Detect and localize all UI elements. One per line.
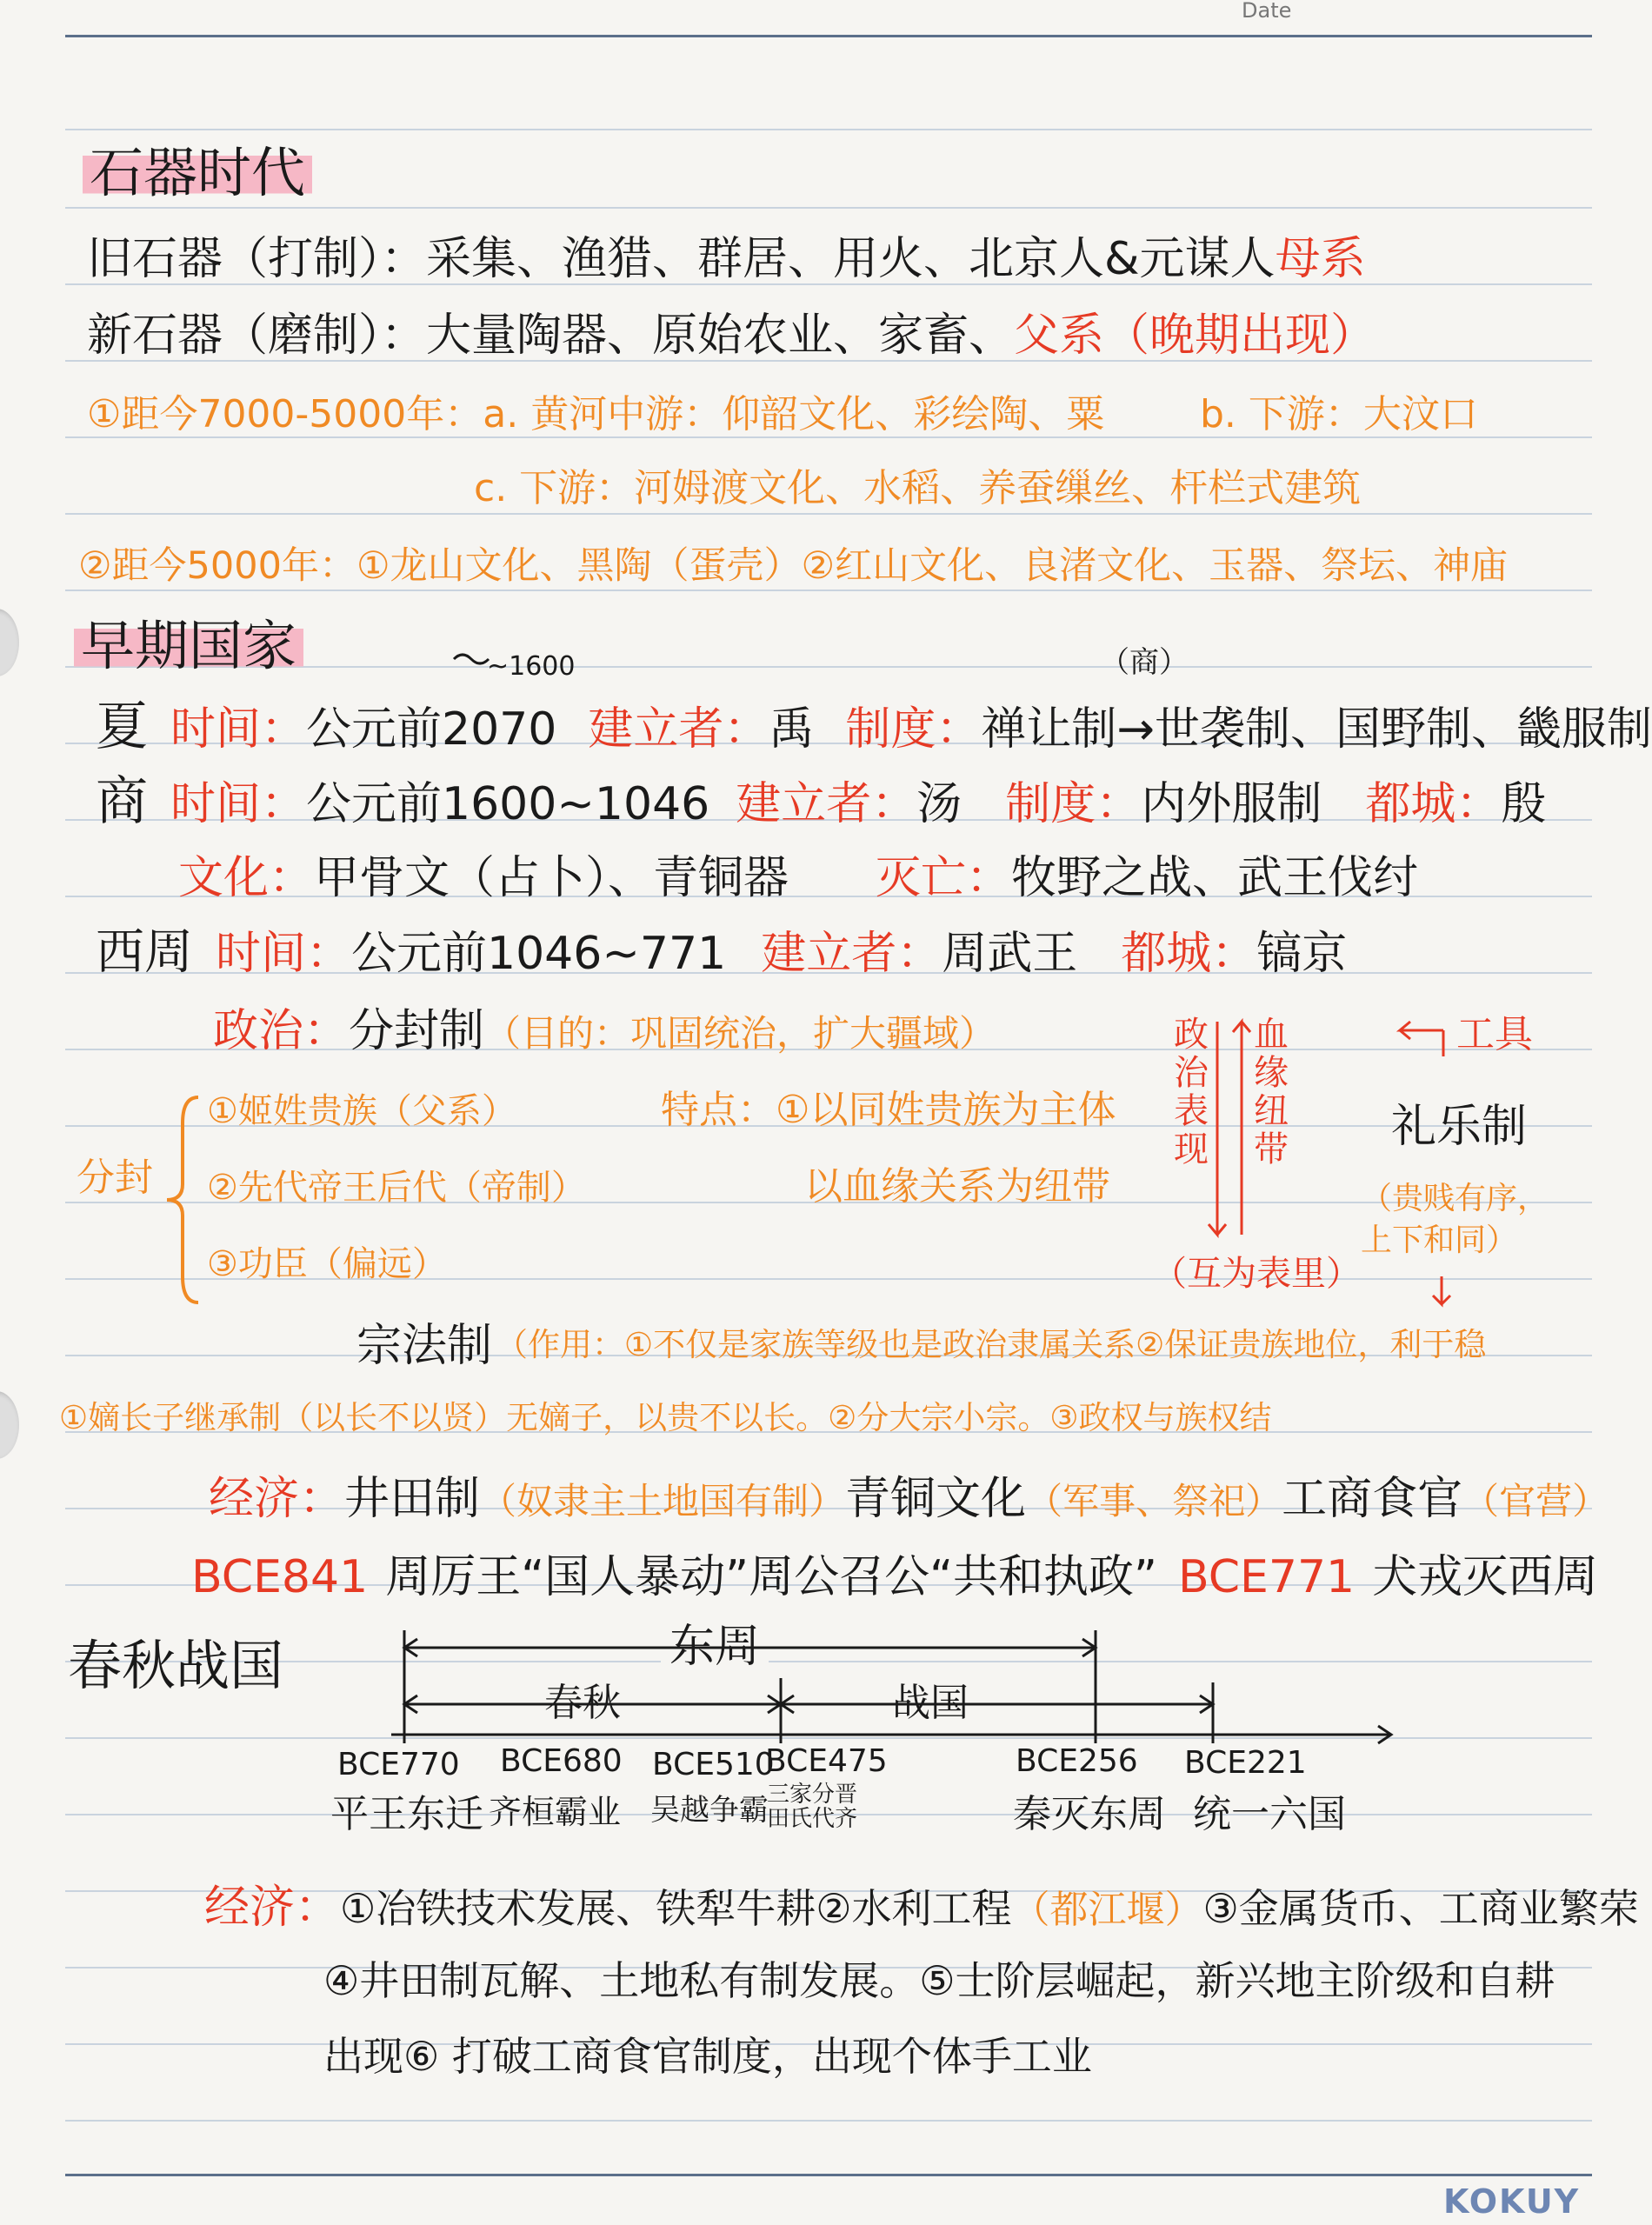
xizhou-time-label: 时间： xyxy=(216,928,352,980)
tick-year-770: BCE770 xyxy=(337,1747,460,1782)
xia-time-sup: ~1600 xyxy=(487,651,576,682)
chunqiu-econ-1b: ③金属货币、工商业繁荣 xyxy=(1202,1885,1639,1932)
label-dongzhou: 东周 xyxy=(661,1624,769,1669)
tick-year-256: BCE256 xyxy=(1016,1743,1138,1779)
section-title-early: 早期国家 xyxy=(74,619,303,673)
label-zhanguo: 战国 xyxy=(887,1684,974,1722)
xia-time: 公元前2070 xyxy=(306,703,557,756)
xizhou-name: 西周 xyxy=(96,924,193,981)
xizhou-capital-label: 都城： xyxy=(1121,928,1257,980)
stone-point-1b: b. 下游：大汶口 xyxy=(1200,392,1478,436)
xizhou-econ-3-note: （官营） xyxy=(1462,1480,1609,1522)
zongfa-note: （作用：①不仅是家族等级也是政治隶属关系②保证贵族地位，利于稳 xyxy=(496,1326,1487,1363)
stone-point-2: c. 下游：河姆渡文化、水稻、养蚕缫丝、杆栏式建筑 xyxy=(474,466,1362,510)
shang-time: 公元前1600~1046 xyxy=(306,778,710,830)
tick-event-770: 平王东迁 xyxy=(330,1792,483,1836)
shang-culture-label: 文化： xyxy=(178,852,315,904)
brace-icon xyxy=(167,1097,198,1302)
shang-founder-label: 建立者： xyxy=(736,778,917,830)
shang-capital: 殷 xyxy=(1501,778,1547,830)
tick-event-221: 统一六国 xyxy=(1193,1792,1346,1836)
chunqiu-econ-1: ①冶铁技术发展、铁犁牛耕②水利工程 xyxy=(340,1885,1012,1932)
tick-event-475: 三家分晋 田氏代齐 xyxy=(767,1782,858,1832)
xia-founder: 禹 xyxy=(769,703,815,756)
tick-event-256: 秦灭东周 xyxy=(1013,1792,1166,1836)
new-stone-mark: 父系（晚期出现） xyxy=(1014,310,1376,362)
tool-label: 工具 xyxy=(1456,1012,1533,1056)
chunqiu-econ-line-2: ④井田制瓦解、土地私有制发展。⑤士阶层崛起，新兴地主阶级和自耕 xyxy=(323,1957,1555,2004)
xizhou-founder: 周武王 xyxy=(942,928,1078,980)
xizhou-econ-2-note: （军事、祭祀） xyxy=(1026,1480,1282,1522)
stone-point-3: ②距今5000年：①龙山文化、黑陶（蛋壳）②红山文化、良渚文化、玉器、祭坛、神庙 xyxy=(78,544,1509,588)
tick-year-221: BCE221 xyxy=(1184,1745,1307,1781)
xia-time-label: 时间： xyxy=(170,703,307,756)
politics-note: （目的：巩固统治，扩大疆域） xyxy=(484,1012,996,1055)
old-stone-mark: 母系 xyxy=(1275,233,1366,285)
shang-fall-label: 灭亡： xyxy=(876,852,1012,904)
down-arrow-icon xyxy=(1433,1276,1450,1304)
tick-event-680: 齐桓霸业 xyxy=(489,1793,622,1831)
left-arrow-icon xyxy=(1400,1022,1443,1056)
stone-point-1: ①距今7000-5000年：a. 黄河中游：仰韶文化、彩绘陶、粟 xyxy=(87,392,1105,436)
chunqiu-econ-line-3: 出现⑥ 打破工商食官制度，出现个体手工业 xyxy=(323,2033,1092,2080)
new-stone-text: 新石器（磨制）：大量陶器、原始农业、家畜、 xyxy=(87,310,1015,362)
xia-system: 禅让制→世袭制、国野制、畿服制 xyxy=(981,703,1652,756)
shang-system: 内外服制 xyxy=(1141,778,1322,830)
tick-year-680: BCE680 xyxy=(500,1743,623,1779)
up-arrow-icon xyxy=(1233,1022,1250,1235)
bce841-label: BCE841 xyxy=(191,1551,369,1603)
label-chunqiu: 春秋 xyxy=(539,1684,626,1722)
xia-system-label: 制度： xyxy=(845,703,982,756)
section-title-stone: 石器时代 xyxy=(83,146,312,200)
shang-fall: 牧野之战、武王伐纣 xyxy=(1011,852,1419,904)
xia-founder-label: 建立者： xyxy=(588,703,769,756)
bce771-label: BCE771 xyxy=(1177,1551,1356,1603)
xizhou-econ-2: 青铜文化 xyxy=(845,1473,1027,1525)
fenfeng-item-3: ③功臣（偏远） xyxy=(207,1244,447,1284)
vertical-blood: 血缘纽带 xyxy=(1254,1015,1289,1169)
shang-system-label: 制度： xyxy=(1005,778,1142,830)
shang-founder: 汤 xyxy=(916,778,963,830)
xia-note: （商） xyxy=(1100,645,1189,680)
xizhou-econ-1-note: （奴隶主土地国有制） xyxy=(480,1480,846,1522)
feature-1: 特点：①以同姓贵族为主体 xyxy=(661,1088,1116,1132)
xizhou-founder-label: 建立者： xyxy=(761,928,943,980)
xizhou-econ-1: 井田制 xyxy=(344,1473,481,1525)
brand-logo: KOKUY xyxy=(1443,2182,1581,2221)
xizhou-econ-3: 工商食官 xyxy=(1282,1473,1463,1525)
down-arrow-icon xyxy=(1209,1022,1226,1235)
shang-name: 商 xyxy=(96,771,148,832)
event-841: 周厉王“国人暴动”周公召公“共和执政” xyxy=(385,1551,1157,1603)
section-title-chunqiu: 春秋战国 xyxy=(68,1634,284,1697)
fenfeng-item-1: ①姬姓贵族（父系） xyxy=(207,1091,516,1131)
tilde-mark xyxy=(454,655,489,663)
zongfa-detail: ①嫡长子继承制（以长不以贤）无嫡子，以贵不以长。②分大宗小宗。③政权与族权结 xyxy=(59,1399,1272,1436)
tick-year-475: BCE475 xyxy=(765,1743,888,1779)
shang-culture: 甲骨文（占卜）、青铜器 xyxy=(314,852,789,904)
politics-label: 政治： xyxy=(213,1005,350,1057)
shang-time-label: 时间： xyxy=(170,778,307,830)
tick-year-510: BCE510 xyxy=(652,1747,775,1782)
politics-value: 分封制 xyxy=(349,1005,485,1057)
tick-event-510: 吴越争霸 xyxy=(650,1793,769,1828)
chunqiu-econ-label: 经济： xyxy=(204,1882,341,1934)
xia-name: 夏 xyxy=(96,696,148,757)
feature-2: 以血缘关系为纽带 xyxy=(804,1164,1110,1209)
event-771: 犬戎灭西周 xyxy=(1372,1551,1599,1603)
xizhou-econ-label: 经济： xyxy=(209,1473,345,1525)
old-stone-text: 旧石器（打制）：采集、渔猎、群居、用火、北京人&元谋人 xyxy=(87,233,1276,285)
fenfeng-item-2: ②先代帝王后代（帝制） xyxy=(207,1168,586,1208)
chunqiu-econ-1-note: （都江堰） xyxy=(1011,1888,1203,1932)
xizhou-time: 公元前1046~771 xyxy=(351,928,727,980)
shang-capital-label: 都城： xyxy=(1365,778,1502,830)
relation-note: （互为表里） xyxy=(1152,1254,1361,1294)
vertical-politics: 政治表现 xyxy=(1174,1015,1209,1169)
xizhou-capital: 镐京 xyxy=(1256,928,1348,980)
date-label: Date xyxy=(1242,0,1292,23)
liyue-system: 礼乐制 xyxy=(1391,1101,1528,1153)
zongfa-system: 宗法制 xyxy=(356,1320,493,1372)
liyue-note: （贵贱有序，上下和同） xyxy=(1361,1181,1549,1258)
fenfeng-label: 分封 xyxy=(77,1156,153,1200)
